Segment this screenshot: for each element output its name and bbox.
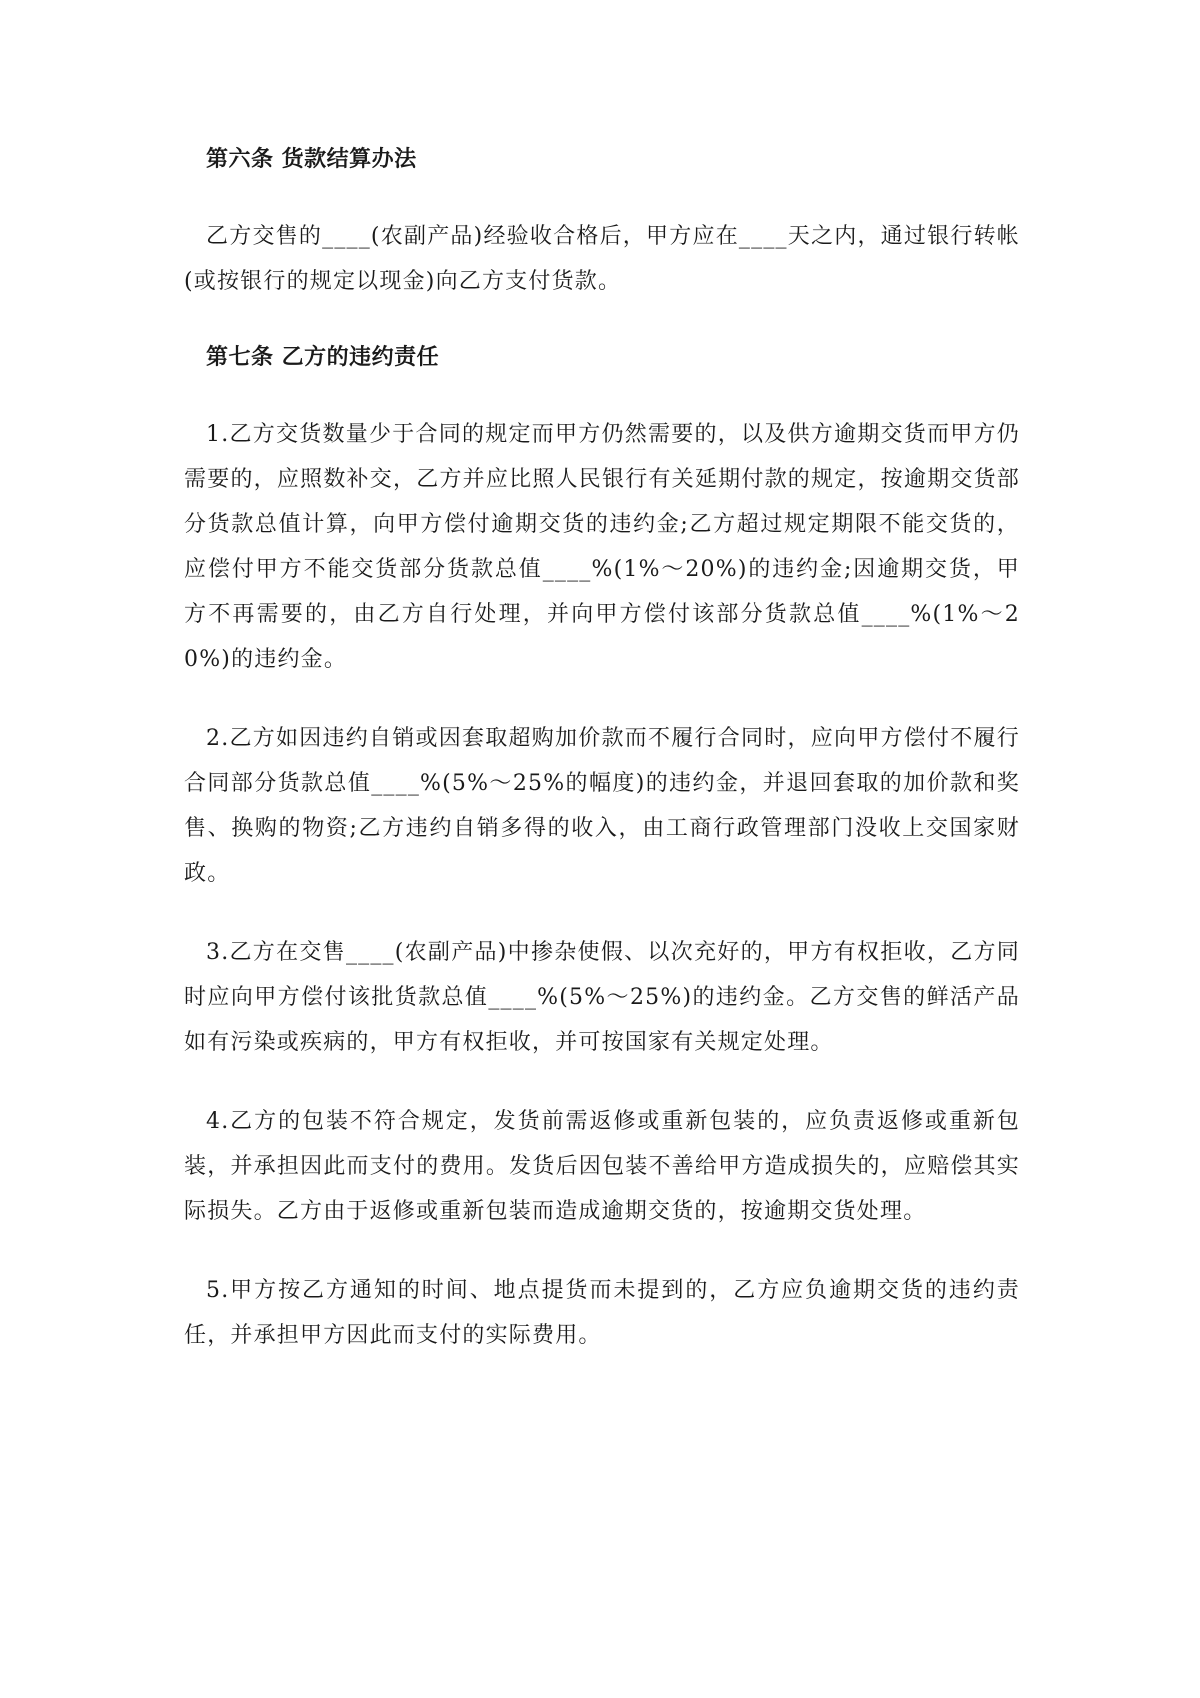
section-7-item-1: 1.乙方交货数量少于合同的规定而甲方仍然需要的，以及供方逾期交货而甲方仍需要的，应照数补交，乙方并应比照人民银行有关延期付款的规定，按逾期交货部分货款总值计算，向甲方偿付逾期交货的违约金;乙方超过规定期限不能交货的，应偿付甲方不能交货部分货款总值____%(1%～20%)的违约金;因逾期交货，甲方不再需要的，由乙方自行处理，并向甲方偿付该部分货款总值____%(1%～20%)的违约金。 bbox=[184, 422, 1020, 672]
section-7-item-2: 2.乙方如因违约自销或因套取超购加价款而不履行合同时，应向甲方偿付不履行合同部分货款总值____%(5%～25%的幅度)的违约金，并退回套取的加价款和奖售、换购的物资;乙方违约自销多得的收入，由工商行政管理部门没收上交国家财政。 bbox=[184, 726, 1020, 886]
section-6-heading: 第六条 货款结算办法 bbox=[206, 147, 417, 172]
document-body bbox=[184, 140, 1020, 1392]
section-7-item-5: 5.甲方按乙方通知的时间、地点提货而未提到的，乙方应负逾期交货的违约责任，并承担甲方因此而支付的实际费用。 bbox=[184, 1278, 1020, 1348]
section-7-item-3: 3.乙方在交售____(农副产品)中掺杂使假、以次充好的，甲方有权拒收，乙方同时应向甲方偿付该批货款总值____%(5%～25%)的违约金。乙方交售的鲜活产品如有污染或疾病的，甲方有权拒收，并可按国家有关规定处理。 bbox=[184, 940, 1020, 1055]
section-7-item-4: 4.乙方的包装不符合规定，发货前需返修或重新包装的，应负责返修或重新包装，并承担因此而支付的费用。发货后因包装不善给甲方造成损失的，应赔偿其实际损失。乙方由于返修或重新包装而造成逾期交货的，按逾期交货处理。 bbox=[184, 1109, 1020, 1224]
section-6-paragraph: 乙方交售的____(农副产品)经验收合格后，甲方应在____天之内，通过银行转帐(或按银行的规定以现金)向乙方支付货款。 bbox=[184, 224, 1020, 294]
section-7-heading: 第七条 乙方的违约责任 bbox=[206, 345, 440, 370]
